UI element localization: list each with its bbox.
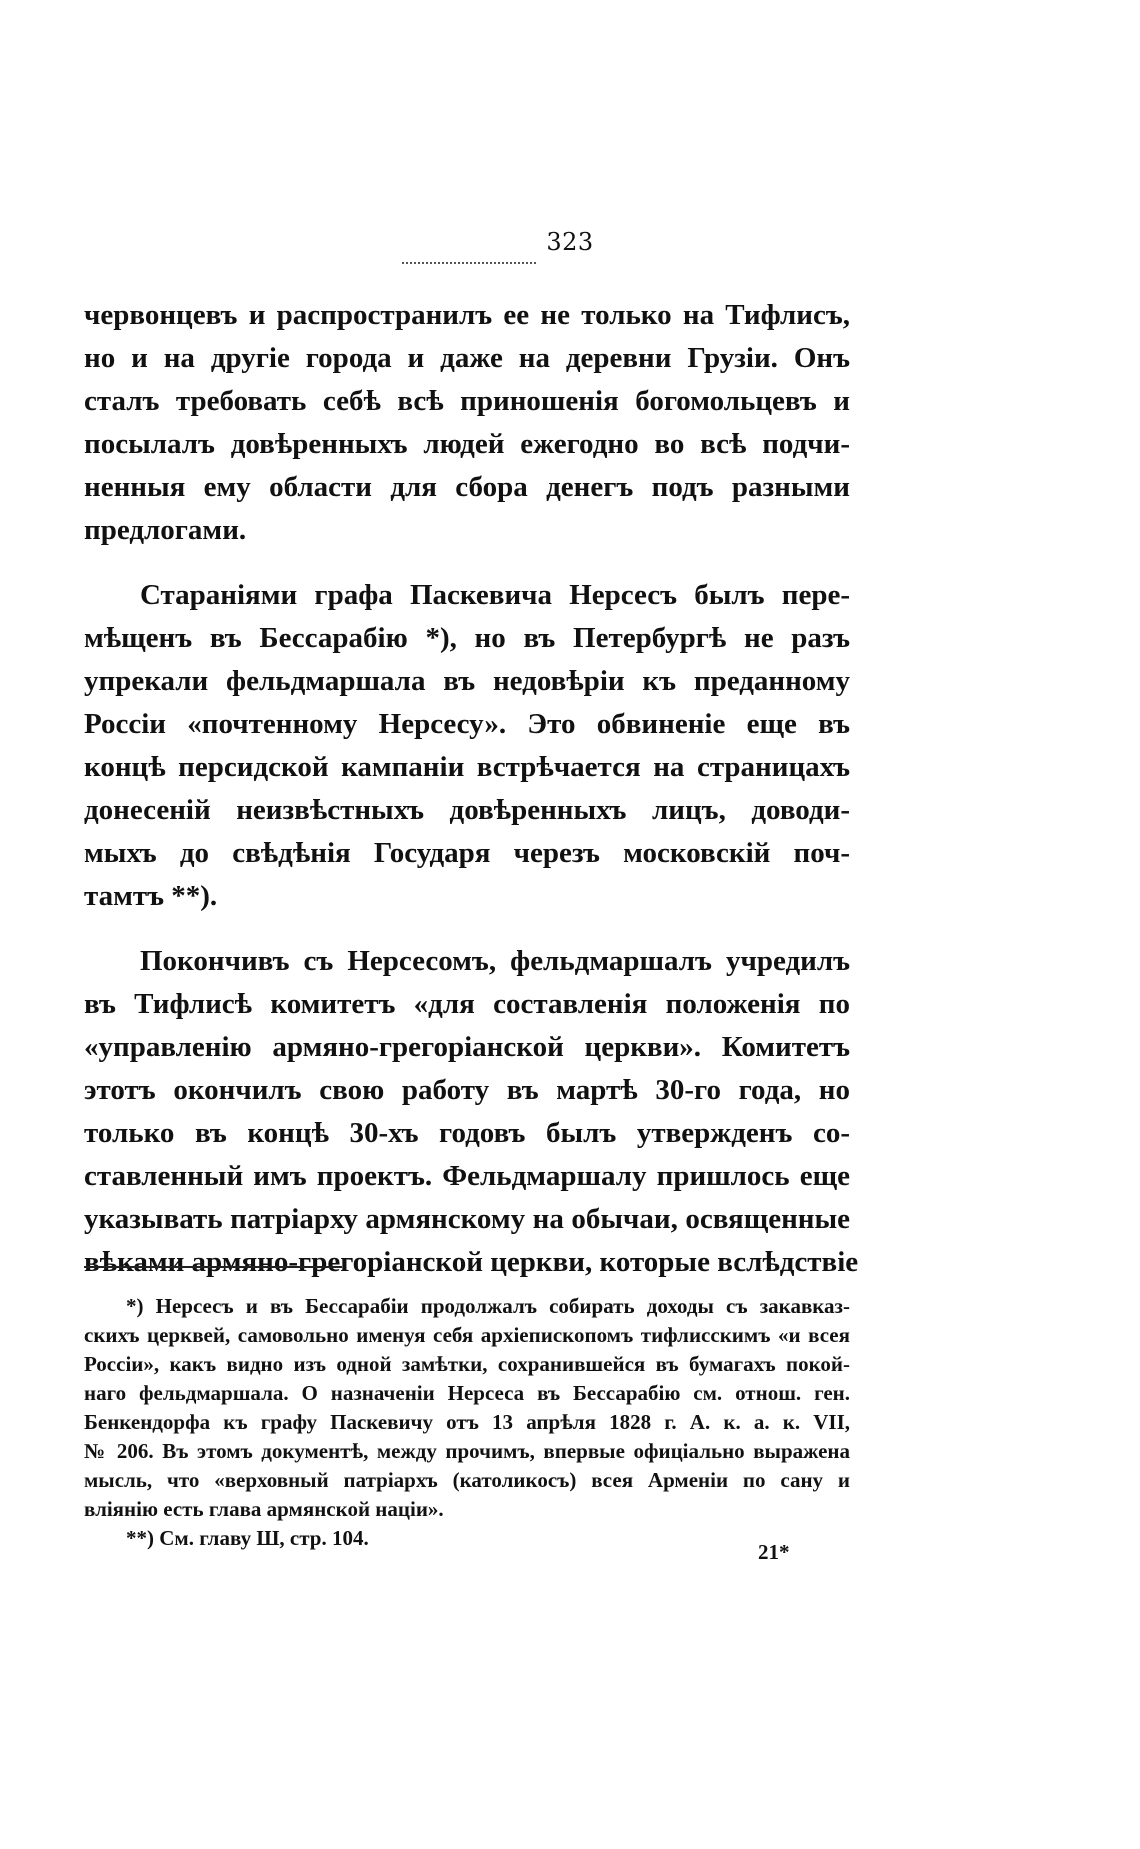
main-text <box>84 294 859 1284</box>
text-line: этотъ окончилъ свою работу въ мартѣ 30-го года, но <box>84 1074 850 1106</box>
footnote-line: мысль, что «верховный патріархъ (католикосъ) всея Арменіи по сану и <box>84 1468 850 1492</box>
text-line: мыхъ до свѣдѣнія Государя черезъ московскій поч- <box>84 837 850 869</box>
text-line: вѣками армяно-грегоріанской церкви, которые вслѣдствіе <box>84 1246 859 1278</box>
footnote-line: скихъ церквей, самовольно именуя себя архіепископомъ тифлисскимъ «и всея <box>84 1323 850 1347</box>
page-number-ornament <box>402 262 536 268</box>
text-line: указывать патріарху армянскому на обычаи, освященные <box>84 1203 850 1235</box>
footnote-separator <box>84 1266 342 1268</box>
text-line: Стараніями графа Паскевича Нерсесъ былъ пере- <box>140 579 850 611</box>
footnote-line: вліянію есть глава армянской націи». <box>84 1497 444 1521</box>
text-line: въ Тифлисѣ комитетъ «для составленія положенія по <box>84 988 850 1020</box>
footnote-line: **) См. главу Ш, стр. 104. <box>126 1526 369 1550</box>
footnote-line: *) Нерсесъ и въ Бессарабіи продолжалъ собирать доходы съ закавказ- <box>126 1294 850 1318</box>
text-line: Россіи «почтенному Нерсесу». Это обвиненіе еще въ <box>84 708 850 740</box>
page-number: 323 <box>546 228 594 256</box>
footnote-line: Россіи», какъ видно изъ одной замѣтки, сохранившейся въ бумагахъ покой- <box>84 1352 850 1376</box>
text-line: сталъ требовать себѣ всѣ приношенія богомольцевъ и <box>84 385 850 417</box>
text-line: но и на другіе города и даже на деревни Грузіи. Онъ <box>84 342 850 374</box>
text-line: концѣ персидской кампаніи встрѣчается на страницахъ <box>84 751 850 783</box>
text-line: червонцевъ и распространилъ ее не только на Тифлисъ, <box>84 299 850 331</box>
text-line: тамтъ **). <box>84 880 218 912</box>
footnotes <box>84 1292 850 1553</box>
text-line: только въ концѣ 30-хъ годовъ былъ утвержденъ со- <box>84 1117 850 1149</box>
text-line: посылалъ довѣренныхъ людей ежегодно во всѣ подчи- <box>84 428 850 460</box>
text-line: упрекали фельдмаршала въ недовѣріи къ преданному <box>84 665 850 697</box>
text-line: донесеній неизвѣстныхъ довѣренныхъ лицъ, доводи- <box>84 794 850 826</box>
footnote-line: наго фельдмаршала. О назначеніи Нерсеса въ Бессарабію см. отнош. ген. <box>84 1381 850 1405</box>
text-line: ненныя ему области для сбора денегъ подъ разными <box>84 471 850 503</box>
footnote-line: Бенкендорфа къ графу Паскевичу отъ 13 апрѣля 1828 г. А. к. а. к. VII, <box>84 1410 850 1434</box>
signature-mark: 21* <box>758 1540 790 1564</box>
footnote-line: № 206. Въ этомъ документѣ, между прочимъ, впервые офиціально выражена <box>84 1439 850 1463</box>
text-line: «управленію армяно-грегоріанской церкви». Комитетъ <box>84 1031 850 1063</box>
text-line: мѣщенъ въ Бессарабію *), но въ Петербургѣ не разъ <box>84 622 850 654</box>
text-line: ставленный имъ проектъ. Фельдмаршалу пришлось еще <box>84 1160 850 1192</box>
paragraph-gap <box>84 918 850 940</box>
text-line: предлогами. <box>84 514 247 546</box>
paragraph-gap <box>84 552 850 574</box>
text-line: Покончивъ съ Нерсесомъ, фельдмаршалъ учредилъ <box>140 945 850 977</box>
